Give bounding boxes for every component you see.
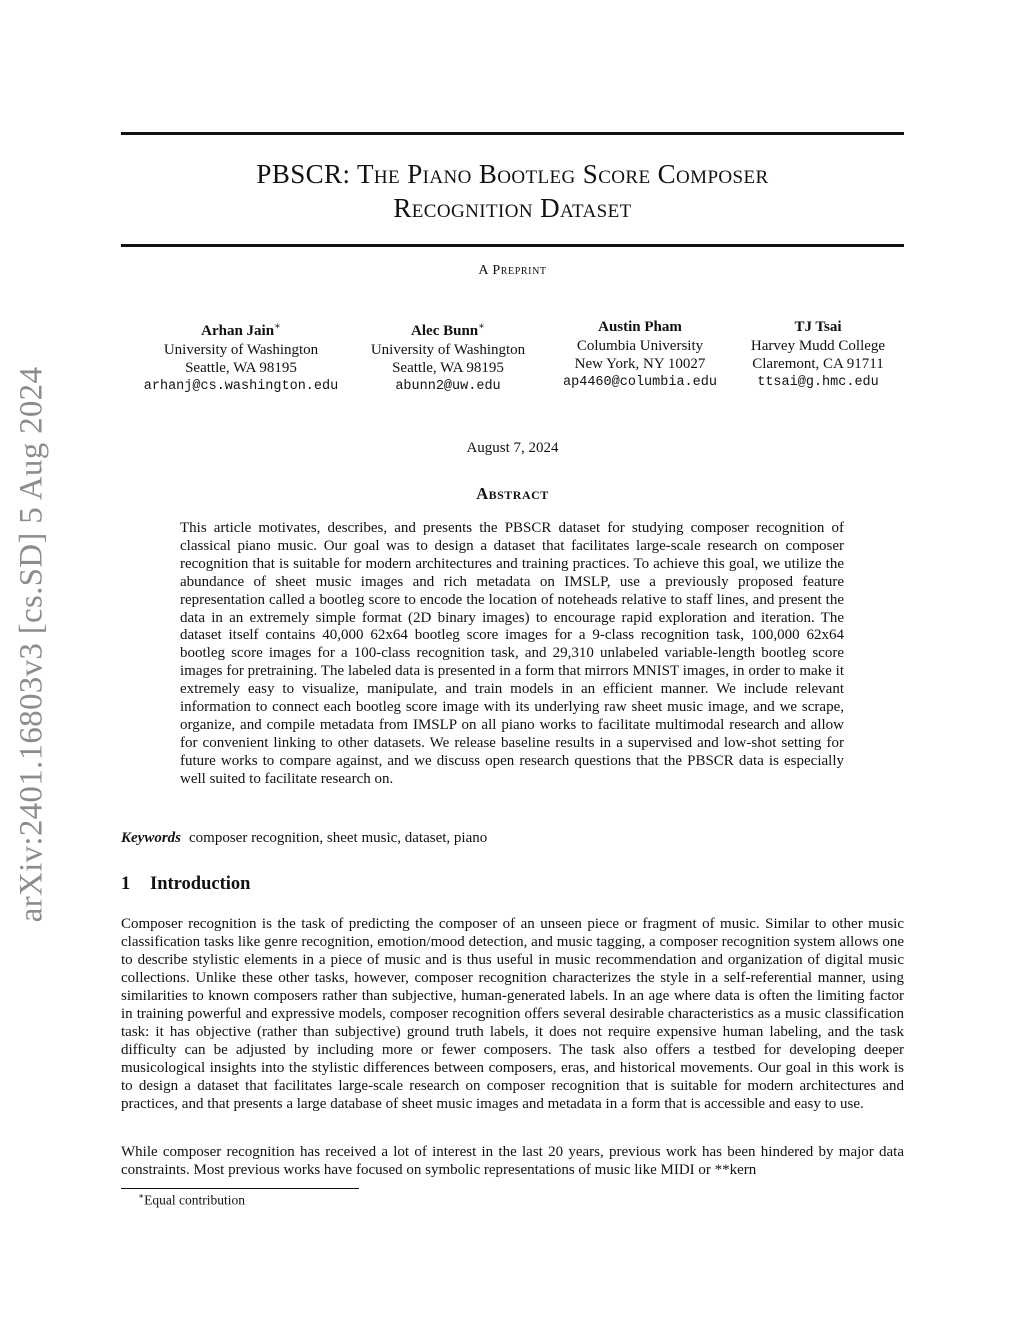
author-name: Austin Pham: [598, 319, 682, 335]
preprint-label: A Preprint: [478, 263, 547, 278]
author-email: arhanj@cs.washington.edu: [143, 378, 339, 394]
equal-contribution-marker: ∗: [274, 321, 281, 332]
author-location: Seattle, WA 98195: [392, 360, 504, 376]
author-location: New York, NY 10027: [574, 356, 706, 372]
title-top-rule: [121, 132, 904, 135]
footnote-rule: [121, 1188, 359, 1189]
author-affiliation: University of Washington: [163, 341, 319, 358]
author-card: [358, 318, 538, 396]
author-email: abunn2@uw.edu: [395, 378, 501, 394]
publication-date: August 7, 2024: [466, 440, 559, 456]
author-location: Seattle, WA 98195: [185, 360, 297, 376]
abstract-body: This article motivates, describes, and presents the PBSCR dataset for studying composer recognition of classical piano music. Our goal was to design a dataset that facilitates large-scale research on composer recognition that is suitable for modern architectures and training practices. To achieve this goal, we utilize the abundance of sheet music images and rich metadata on IMSLP, use a previously proposed feature representation called a bootleg score to encode the location of noteheads relative to staff lines, and present the data in an extremely simple format (2D binary images) to encourage rapid exploration and iteration. The dataset itself contains 40,000 62x64 bootleg score images for a 9-class recognition task, 100,000 62x64 bootleg score images for a 100-class recognition task, and 29,310 unlabeled variable-length bootleg score images for pretraining. The labeled data is presented in a form that mirrors MNIST images, in order to make it extremely easy to visualize, manipulate, and train models in an efficient manner. We include relevant information to connect each bootleg score image with its underlying raw sheet music image, and we scrape, organize, and compile metadata from IMSLP on all piano works to facilitate multimodal research and allow for convenient linking to other datasets. We release baseline results in a supervised and low-shot setting for future works to compare against, and we discuss open research questions that the PBSCR data is especially well suited to facilitate research on.: [180, 520, 844, 787]
footnote-text: Equal contribution: [144, 1192, 245, 1208]
paper-title: [121, 157, 904, 225]
author-card: [550, 318, 730, 392]
author-name: TJ Tsai: [794, 319, 842, 335]
author-name: Arhan Jain∗: [201, 321, 281, 339]
footnote-marker: ∗: [138, 1191, 145, 1201]
author-card: [121, 318, 361, 396]
keywords-text: composer recognition, sheet music, dataset, piano: [189, 830, 488, 846]
body-paragraph: While composer recognition has received a lot of interest in the last 20 years, previous work has been hindered by major data constraints. Most previous works have focused on symbolic representations of music like MIDI or **kern: [121, 1144, 904, 1178]
author-location: Claremont, CA 91711: [752, 356, 884, 372]
author-card: [737, 318, 899, 392]
section-title: Introduction: [150, 874, 251, 894]
abstract-heading: Abstract: [476, 484, 549, 503]
section-number: 1: [121, 874, 131, 894]
body-paragraph: Composer recognition is the task of predicting the composer of an unseen piece or fragment of music. Similar to other music classification tasks like genre recognition, emotion/mood detection, and music tagging, a composer recognition system allows one to describe stylistic elements in a piece of music and is thus useful in music recommendation and organization of digital music collections. Unlike these other tasks, however, composer recognition characterizes the style in a self-referential manner, using similarities to known composers rather than subjective, human-generated labels. In an age where data is often the limiting factor in training powerful and expressive models, composer recognition offers several desirable characteristics as a music classification task: it has objective (rather than subjective) ground truth labels, it does not require expensive human labeling, and the task difficulty can be adjusted by including more or fewer composers. The task also offers a testbed for developing deeper musicological insights into the stylistic differences between composers, eras, and historical movements. Our goal in this work is to design a dataset that facilitates large-scale research on composer recognition that is suitable for modern architectures and practices, and that presents a large database of sheet music images and metadata in a form that is accessible and easy to use.: [121, 916, 904, 1112]
author-affiliation: University of Washington: [370, 341, 526, 358]
keywords-label: Keywords: [121, 830, 181, 846]
title-bottom-rule: [121, 244, 904, 247]
author-affiliation: Harvey Mudd College: [750, 337, 886, 354]
paper-title-line-1: PBSCR: The Piano Bootleg Score Composer: [256, 159, 769, 189]
section-heading-introduction: [121, 874, 904, 895]
paper-title-line-2: Recognition Dataset: [393, 193, 632, 223]
arxiv-identifier-text: arXiv:2401.16803v3 [cs.SD] 5 Aug 2024: [13, 366, 50, 922]
keywords-line: [121, 830, 904, 847]
author-email: ap4460@columbia.edu: [563, 374, 717, 390]
equal-contribution-marker: ∗: [478, 321, 485, 332]
arxiv-identifier-stamp: [10, 358, 54, 930]
author-name: Alec Bunn∗: [411, 321, 485, 339]
author-block: [121, 318, 904, 398]
footnote: [138, 1191, 245, 1209]
author-email: ttsai@g.hmc.edu: [757, 374, 879, 390]
author-affiliation: Columbia University: [576, 337, 704, 354]
